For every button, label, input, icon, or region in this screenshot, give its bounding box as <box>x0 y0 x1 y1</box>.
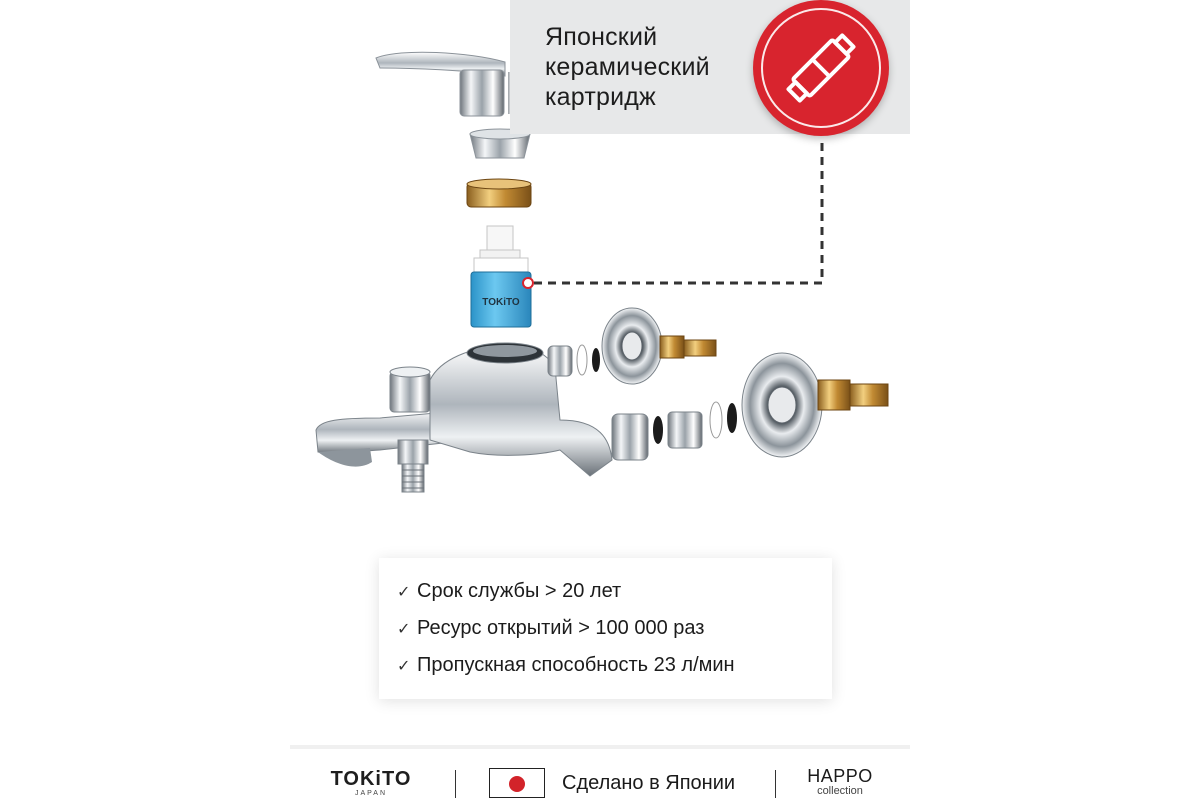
collection-subtitle: collection <box>817 785 863 797</box>
footer-separator <box>775 770 776 798</box>
feature-item <box>397 613 704 643</box>
check-icon: ✓ <box>397 584 411 601</box>
cartridge-logo: TOKiTO <box>482 297 520 308</box>
feature-item <box>397 650 735 680</box>
brand-subtitle: JAPAN <box>354 790 388 797</box>
check-icon: ✓ <box>397 621 411 638</box>
made-in-label: Сделано в Японии <box>562 772 736 794</box>
callout-dashed-line <box>534 138 822 283</box>
cartridge-icon <box>753 0 889 136</box>
cartridge-badge <box>753 0 889 136</box>
ceramic-cartridge <box>471 226 533 327</box>
footer-divider <box>290 745 910 749</box>
brass-nut <box>467 179 531 207</box>
lever-handle <box>376 52 522 116</box>
check-icon: ✓ <box>397 658 411 675</box>
features-card <box>379 558 832 699</box>
upper-eccentric-fitting <box>548 308 716 384</box>
collection-logo <box>800 766 880 797</box>
callout-title <box>545 22 775 112</box>
callout-line-1: Японский <box>545 23 658 51</box>
collection-name: HAPPO <box>807 766 873 786</box>
japan-flag-icon <box>489 768 545 798</box>
feature-text: Срок службы > 20 лет <box>417 580 622 602</box>
callout-anchor-dot <box>523 278 533 288</box>
brand-name: TOKiTO <box>330 768 412 790</box>
callout-line-3: картридж <box>545 83 656 111</box>
feature-item <box>397 576 621 606</box>
feature-text: Ресурс открытий > 100 000 раз <box>417 617 705 639</box>
feature-text: Пропускная способность 23 л/мин <box>417 654 735 676</box>
footer-separator <box>455 770 456 798</box>
brand-logo <box>322 768 420 800</box>
callout-line-2: керамический <box>545 53 710 81</box>
